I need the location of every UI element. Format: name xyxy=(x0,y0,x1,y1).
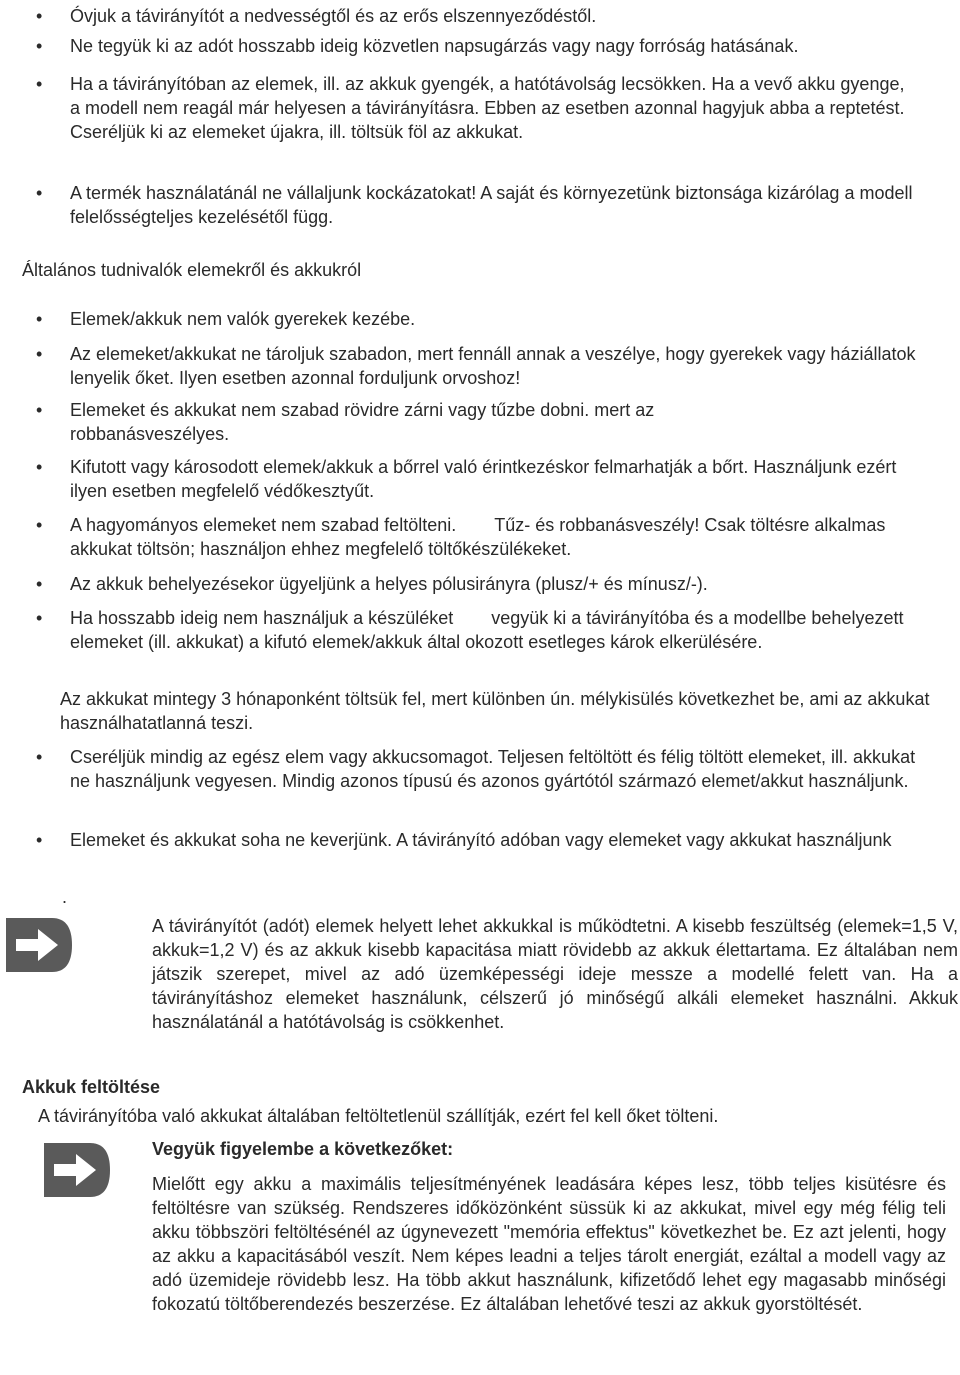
list-item-text-start: Ha hosszabb ideig nem használjuk a készüléket xyxy=(70,608,454,628)
list-item-text-tail: vegyük ki a távirányítóba és a modellbe behelyezett elemeket (ill. akkukat) a kifutó elemek/akkuk által okozott esetleges károk elkerülésére. xyxy=(70,608,904,652)
arrow-right-icon xyxy=(40,1139,112,1201)
list-item-text: Ha a távirányítóban az elemek, ill. az akkuk gyengék, a hatótávolság lecsökken. Ha a vevő akku gyenge, a modell nem reagál már helyesen a távirányításra. Ebben az esetben azonnal hagyjuk abba a reptetést. Cseréljük ki az elemeket újakra, ill. töltsük föl az akkukat. xyxy=(70,74,905,142)
intro-paragraph: A távirányítóba való akkukat általában feltöltetlenül szállítják, ezért fel kell őket tölteni. xyxy=(38,1106,719,1126)
arrow-right-icon xyxy=(2,914,74,976)
stray-dot: . xyxy=(62,887,68,907)
list-item-note: Az akkukat mintegy 3 hónaponként töltsük fel, mert különben ún. mélykisülés következhet be, ami az akkukat használhatatlanná teszi. xyxy=(60,689,930,733)
bullet: • xyxy=(36,36,43,56)
list-item-text: Elemek/akkuk nem valók gyerekek kezébe. xyxy=(70,309,416,329)
list-item-text xyxy=(36,513,936,561)
list-item-text: Az elemeket/akkukat ne tároljuk szabadon, mert fennáll annak a veszélye, hogy gyerekek vagy háziállatok lenyelik őket. Ilyen esetben azonnal forduljunk orvoshoz! xyxy=(70,344,916,388)
section-heading: Általános tudnivalók elemekről és akkukról xyxy=(22,260,362,280)
list-item-text-start: A hagyományos elemeket nem szabad feltölteni. xyxy=(70,515,457,535)
list-item xyxy=(36,398,796,446)
bullet: • xyxy=(36,74,43,94)
bullet: • xyxy=(36,457,43,477)
list-item xyxy=(36,828,936,852)
bullet: • xyxy=(36,608,43,628)
bullet: • xyxy=(36,830,43,850)
list-item-text: Elemeket és akkukat nem szabad rövidre zárni vagy tűzbe dobni. mert az robbanásveszélyes. xyxy=(70,400,655,444)
list-item-text: Cseréljük mindig az egész elem vagy akkucsomagot. Teljesen feltöltött és félig töltött elemeket, ill. akkukat ne használjunk vegyesen. Mindig azonos típusú és azonos gyártótól származó elemet/akkut használjunk. xyxy=(70,747,916,791)
list-item-text: Elemeket és akkukat soha ne keverjünk. A távirányító adóban vagy elemeket vagy akkukat használjunk xyxy=(70,830,892,850)
list-item xyxy=(36,455,936,503)
bullet: • xyxy=(36,515,43,535)
list-item xyxy=(36,72,916,144)
list-item-text: Kifutott vagy károsodott elemek/akkuk a bőrrel való érintkezéskor felmarhatják a bőrt. Használjunk ezért ilyen esetben megfelelő védőkesztyűt. xyxy=(70,457,897,501)
bullet: • xyxy=(36,183,43,203)
list-item-text: Óvjuk a távirányítót a nedvességtől és az erős elszennyeződéstől. xyxy=(70,6,597,26)
list-item xyxy=(36,513,936,561)
bullet: • xyxy=(36,400,43,420)
list-item-text: Az akkuk behelyezésekor ügyeljünk a helyes pólusirányra (plusz/+ és mínusz/-). xyxy=(70,574,708,594)
note-paragraph: Mielőtt egy akku a maximális teljesítményének leadására képes lesz, több teljes kisütésre és feltöltésre van szükség. Rendszeres időközönként süssük ki az akkukat, mivel egy még félig teli akku többszöri feltöltésénél az úgynevezett "memória effektus" következhet be. Ez azt jelenti, hogy az akku a kapacitásából veszít. Nem képes leadni a teljes tárolt energiát, ezáltal a modell vagy az adó üzemideje rövidebb lesz. Ha több akkut használunk, kifizetődő lehet egy magasabb minőségi fokozatú töltőberendezés beszerzése. Ez általában lehetővé teszi az akkuk gyorstöltését. xyxy=(152,1174,946,1314)
list-item xyxy=(36,181,936,229)
list-item-text-tail: Tűz- és robbanásveszély! Csak töltésre alkalmas akkukat töltsön; használjon ehhez megfelelő töltőkészülékeket. xyxy=(70,515,886,559)
list-item xyxy=(36,4,936,28)
bullet: • xyxy=(36,574,43,594)
list-item xyxy=(36,307,936,331)
note-heading: Vegyük figyelembe a következőket: xyxy=(152,1139,454,1159)
bullet: • xyxy=(36,309,43,329)
list-item xyxy=(36,745,916,793)
note-paragraph: A távirányítót (adót) elemek helyett lehet akkukkal is működtetni. A kisebb feszültség (elemek=1,5 V, akkuk=1,2 V) és az akkuk kisebb kapacitása miatt rövidebb az akkuk élettartama. Ez általában nem játszik szerepet, mivel az adó üzemképességi ideje messze a modellé felett van. Ha a távirányításhoz elemeket használunk, célszerű jó minőségű alkáli elemeket használni. Akkuk használatánál a hatótávolság is csökkenhet. xyxy=(152,916,958,1032)
list-item xyxy=(36,342,936,390)
list-item xyxy=(36,34,936,58)
bullet: • xyxy=(36,6,43,26)
list-item-text xyxy=(36,606,936,654)
list-item xyxy=(36,572,936,596)
bullet: • xyxy=(36,747,43,767)
list-item-text: A termék használatánál ne vállaljunk kockázatokat! A saját és környezetünk biztonsága kizárólag a modell felelősségteljes kezelésétől függ. xyxy=(70,183,913,227)
section-heading: Akkuk feltöltése xyxy=(22,1077,161,1097)
bullet: • xyxy=(36,344,43,364)
list-item xyxy=(36,606,936,654)
list-item-text: Ne tegyük ki az adót hosszabb ideig közvetlen napsugárzás vagy nagy forróság hatásának. xyxy=(70,36,799,56)
